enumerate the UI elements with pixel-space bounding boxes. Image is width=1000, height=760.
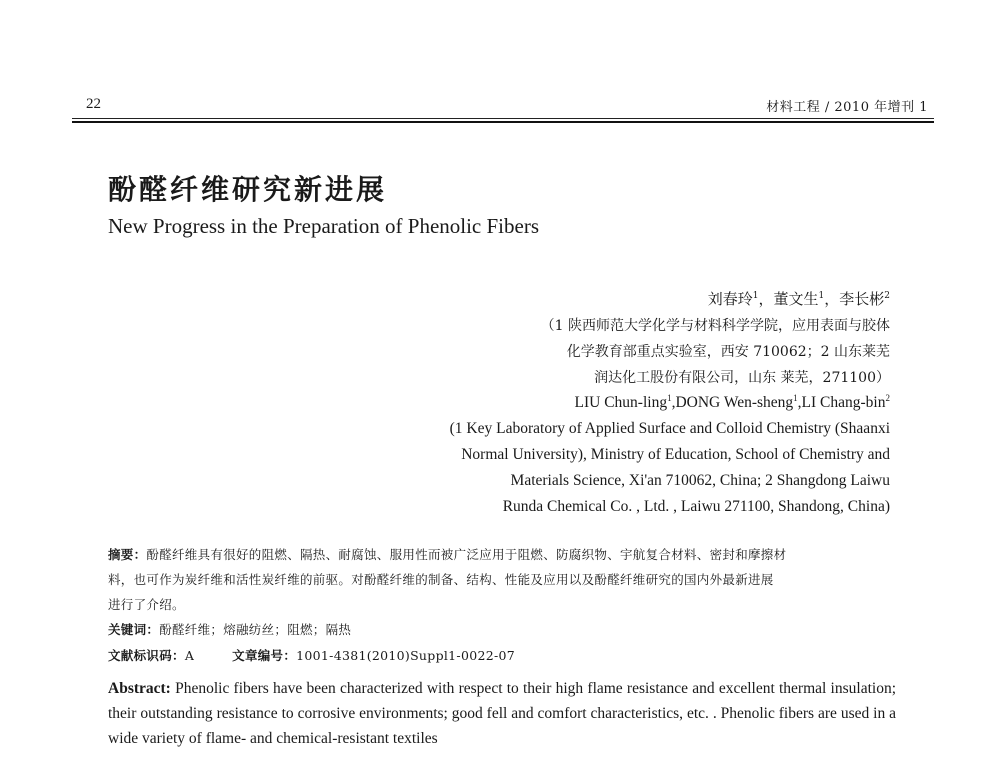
keywords-text: 酚醛纤维；熔融纺丝；阻燃；隔热	[159, 622, 352, 637]
affiliation-en-line: Normal University), Ministry of Education, School of Chemistry and	[461, 446, 890, 463]
article-no-label: 文章编号：	[232, 648, 297, 663]
author-en-2: DONG Wen-sheng	[675, 394, 794, 411]
doc-code-label: 文献标识码：	[108, 648, 185, 663]
article-no: 1001-4381(2010)Suppl1-0022-07	[296, 648, 515, 663]
author-en-3-affil: 2	[885, 392, 890, 403]
abstract-cn-line: 料，也可作为炭纤维和活性炭纤维的前驱。对酚醛纤维的制备、结构、性能及应用以及酚醛纤维研究的国内外最新进展	[108, 572, 774, 587]
author-cn-3-affil: 2	[884, 291, 890, 301]
title-english: New Progress in the Preparation of Phenolic Fibers	[108, 214, 540, 238]
abstract-cn-text: 酚醛纤维具有很好的阻燃、隔热、耐腐蚀、服用性而被广泛应用于阻燃、防腐织物、宇航复合材料、密封和摩擦材	[146, 547, 787, 562]
author-cn-2-affil: 1	[818, 291, 825, 301]
document-ids	[108, 646, 515, 664]
author-separator: ，	[824, 290, 840, 308]
author-separator: ,	[797, 394, 802, 411]
abstract-cn-line: 进行了介绍。	[108, 597, 185, 612]
abstract-en-text: Phenolic fibers have been characterized with respect to their high flame resistance and excellent thermal insulation; their outstanding resistance to corrosive environments; good fell and comfort characteristics, etc. . Phenolic fibers are used in a wide variety of flame- and chemical-resistant textiles	[108, 680, 897, 747]
abstract-cn-label: 摘要：	[108, 547, 147, 562]
author-separator: ,	[671, 394, 676, 411]
doc-code: A	[184, 648, 195, 663]
abstract-en-label: Abstract:	[108, 680, 171, 697]
affiliation-cn-line: （1 陕西师范大学化学与材料科学学院，应用表面与胶体	[540, 318, 890, 334]
authors-english	[575, 394, 890, 412]
authors-chinese	[708, 288, 890, 309]
header-rule-thick	[72, 121, 934, 123]
affiliation-en-line: Materials Science, Xi'an 710062, China; 2 Shangdong Laiwu	[510, 472, 890, 489]
title-chinese: 酚醛纤维研究新进展	[108, 173, 388, 206]
affiliation-cn-line: 化学教育部重点实验室，西安 710062；2 山东莱芜	[566, 344, 890, 360]
keywords-label: 关键词：	[108, 622, 160, 637]
author-en-1-affil: 1	[667, 392, 672, 403]
journal-header: 材料工程 / 2010 年增刊 1	[766, 100, 928, 115]
author-en-3: LI Chang-bin	[801, 394, 886, 411]
affiliation-cn-line: 润达化工股份有限公司，山东 莱芜，271100）	[594, 370, 890, 386]
author-cn-3: 李长彬	[839, 290, 885, 308]
page-number: 22	[86, 96, 101, 112]
abstract-cn-line	[108, 545, 786, 563]
author-cn-1: 刘春玲	[707, 290, 753, 308]
author-en-1: LIU Chun-ling	[574, 394, 668, 411]
keywords	[108, 620, 351, 638]
author-en-2-affil: 1	[793, 392, 798, 403]
author-separator: ，	[758, 290, 774, 308]
author-cn-1-affil: 1	[752, 291, 759, 301]
author-cn-2: 董文生	[773, 290, 819, 308]
abstract-english	[108, 676, 896, 751]
header-rule-thin	[72, 118, 934, 119]
affiliation-en-line: Runda Chemical Co. , Ltd. , Laiwu 271100, Shandong, China)	[502, 498, 890, 515]
affiliation-en-line: (1 Key Laboratory of Applied Surface and Colloid Chemistry (Shaanxi	[449, 420, 890, 437]
